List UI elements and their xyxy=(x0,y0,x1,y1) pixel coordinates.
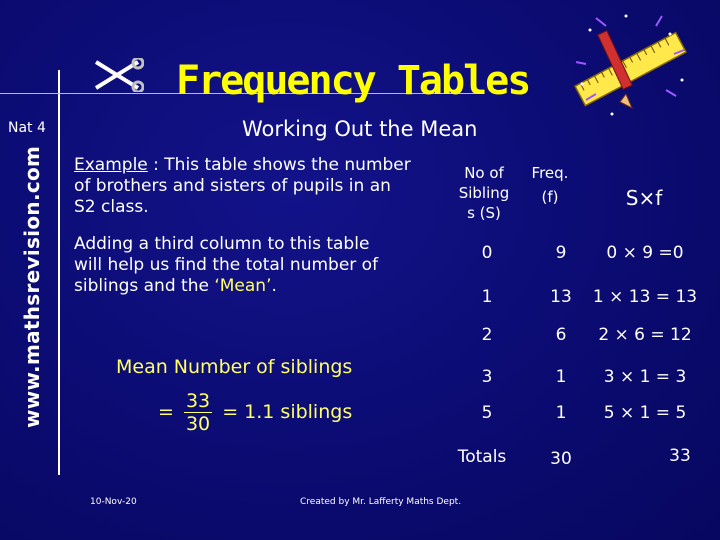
table-cell-s-times-f: 1 × 13 = 13 xyxy=(592,287,698,307)
mean-denominator: 30 xyxy=(185,413,211,435)
table-cell-s-times-f: 5 × 1 = 5 xyxy=(603,403,687,423)
example-line-1: Example : This table shows the number xyxy=(74,155,411,175)
table-cell-s-times-f: 0 × 9 =0 xyxy=(606,243,684,263)
table-cell-siblings: 5 xyxy=(481,403,493,423)
header-frequency: Freq. (f) xyxy=(531,164,569,206)
table-cell-siblings: 3 xyxy=(481,367,493,387)
ruler-pencil-icon xyxy=(566,10,696,125)
mean-fraction xyxy=(184,390,212,435)
level-label: Nat 4 xyxy=(8,120,46,136)
table-cell-frequency: 1 xyxy=(555,403,567,423)
table-cell-s-times-f: 3 × 1 = 3 xyxy=(603,367,687,387)
example-line-3: S2 class. xyxy=(74,197,149,217)
example-line-2: of brothers and sisters of pupils in an xyxy=(74,176,391,196)
totals-s-times-f: 33 xyxy=(669,446,691,466)
page-subtitle: Working Out the Mean xyxy=(242,117,478,141)
mean-equation: = $\frac{33}{30}$ = 1.1 siblings xyxy=(158,390,353,435)
table-cell-siblings: 0 xyxy=(481,243,493,263)
example-line-6: siblings and the ‘Mean’. xyxy=(74,276,277,296)
totals-frequency: 30 xyxy=(550,449,572,469)
table-cell-siblings: 2 xyxy=(481,325,493,345)
vertical-divider xyxy=(58,70,60,475)
side-url: www.mathsrevision.com xyxy=(20,145,44,428)
table-cell-s-times-f: 2 × 6 = 12 xyxy=(598,325,692,345)
table-cell-frequency: 1 xyxy=(555,367,567,387)
example-line-4: Adding a third column to this table xyxy=(74,234,370,254)
example-label: Example xyxy=(74,155,148,175)
totals-label: Totals xyxy=(457,447,507,467)
page-title: Frequency Tables xyxy=(176,58,530,104)
table-cell-frequency: 13 xyxy=(550,287,572,307)
mean-word: ‘Mean’ xyxy=(214,276,272,296)
footer-date: 10-Nov-20 xyxy=(90,497,137,507)
mean-numerator: 33 xyxy=(185,390,211,412)
table-cell-frequency: 6 xyxy=(555,325,567,345)
table-cell-frequency: 9 xyxy=(555,243,567,263)
scissors-icon xyxy=(92,58,144,92)
header-no-of-siblings: No of Sibling s (S) xyxy=(458,164,510,222)
footer-credit: Created by Mr. Lafferty Maths Dept. xyxy=(300,497,462,507)
header-s-times-f: S×f xyxy=(625,186,663,210)
mean-title: Mean Number of siblings xyxy=(116,356,353,378)
table-cell-siblings: 1 xyxy=(481,287,493,307)
example-line-5: will help us find the total number of xyxy=(74,255,379,275)
